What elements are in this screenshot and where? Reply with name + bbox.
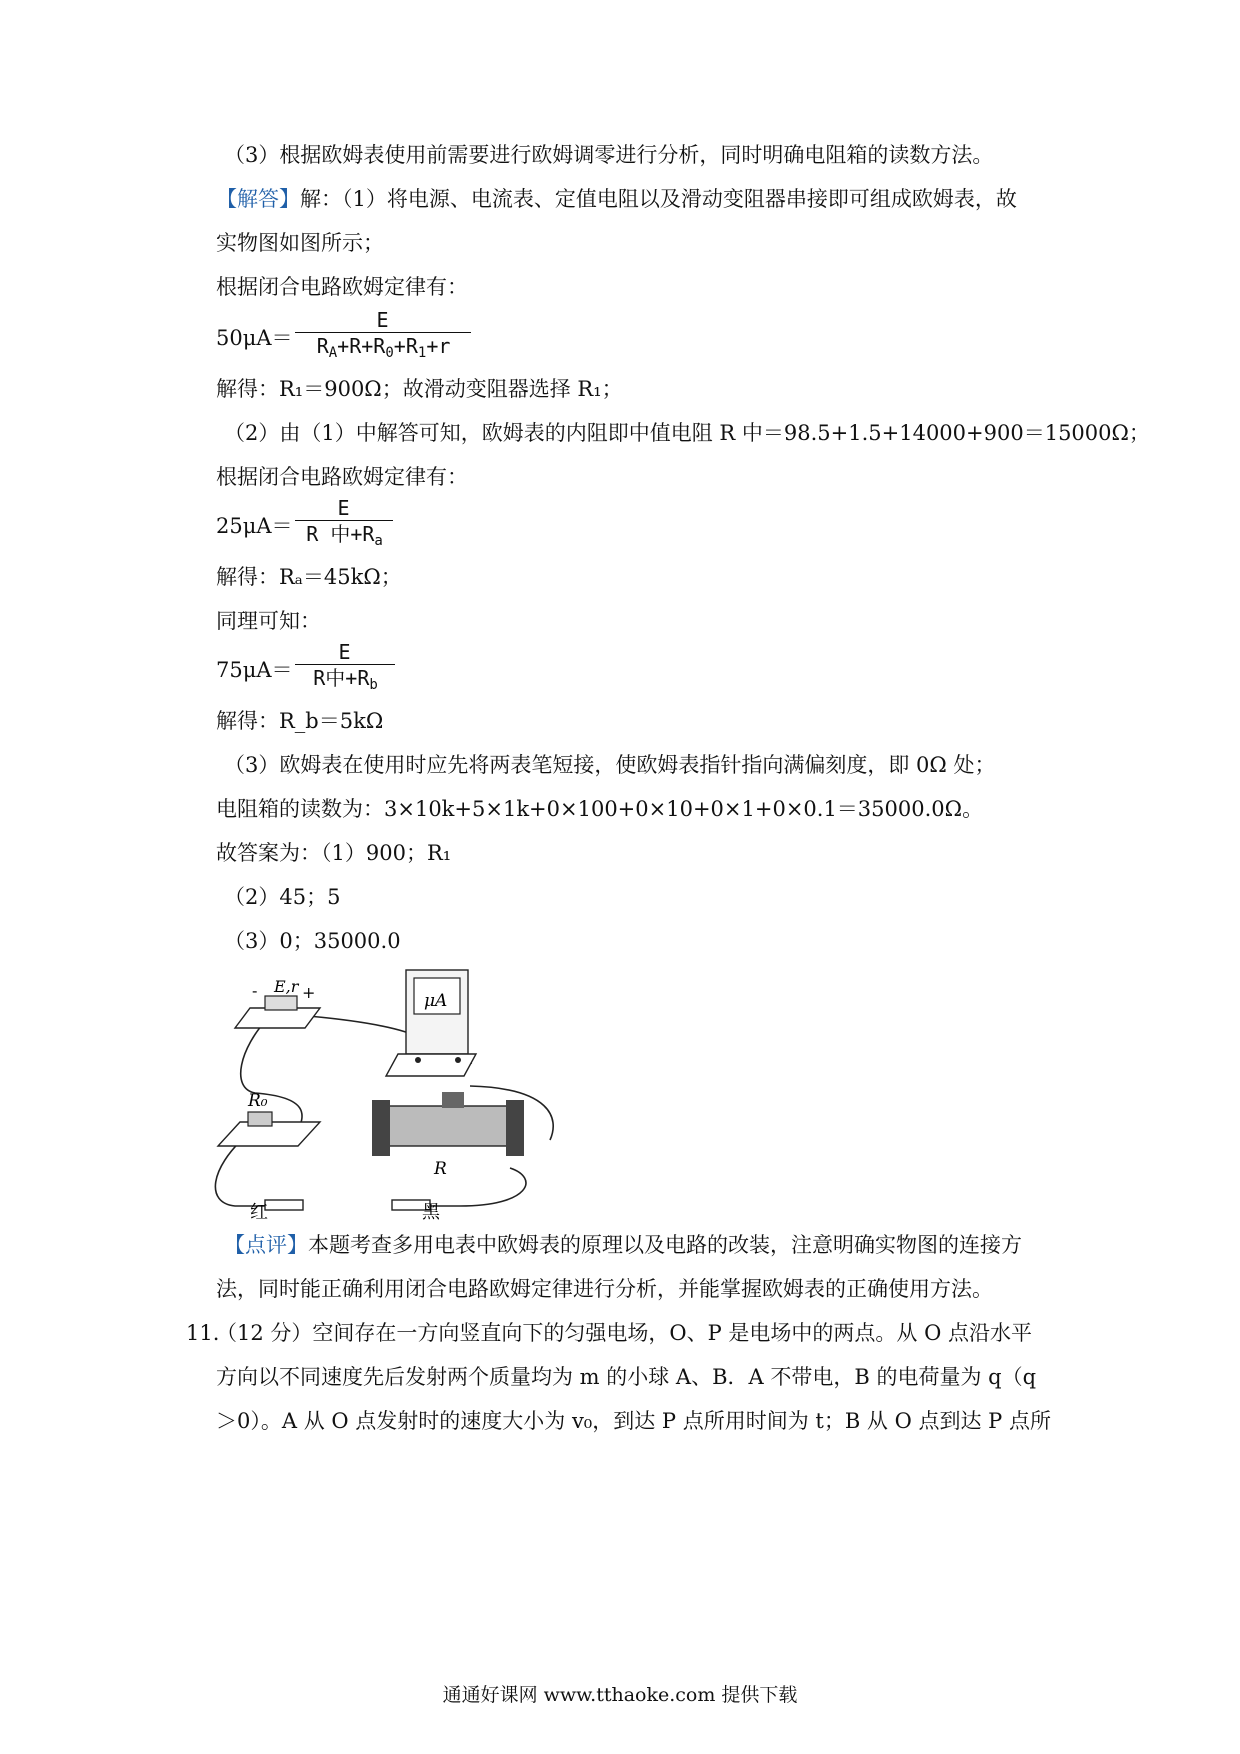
text-line: （2）45；5: [224, 885, 341, 909]
meter-label: μA: [424, 991, 448, 1011]
answer-tag: 【解答】: [216, 187, 300, 211]
r0-coil: [248, 1112, 272, 1126]
text-line: ＞0）。A 从 O 点发射时的速度大小为 v₀，到达 P 点所用时间为 t；B 从 O 点到达 P 点所: [216, 1409, 1051, 1433]
text-line: 法，同时能正确利用闭合电路欧姆定律进行分析，并能掌握欧姆表的正确使用方法。: [216, 1277, 993, 1301]
numerator: E: [337, 496, 350, 520]
equation-lhs: 25μA＝: [216, 514, 293, 538]
equation-lhs: 75μA＝: [216, 658, 293, 682]
text-line: 实物图如图所示；: [216, 231, 384, 255]
numerator: E: [338, 640, 351, 664]
text-line: 电阻箱的读数为：3×10k+5×1k+0×100+0×10+0×1+0×0.1＝35000.0Ω。: [216, 797, 984, 821]
numerator: E: [376, 308, 389, 332]
meter-terminal: [415, 1057, 421, 1063]
text-line: （3）欧姆表在使用时应先将两表笔短接，使欧姆表指针指向满偏刻度，即 0Ω 处；: [224, 753, 996, 777]
text-line: 根据闭合电路欧姆定律有：: [216, 275, 468, 299]
denominator: $R_A+R+R_0+R_1+r$: [316, 334, 451, 361]
text-line: （3）根据欧姆表使用前需要进行欧姆调零进行分析，同时明确电阻箱的读数方法。: [224, 143, 994, 167]
answer-paragraph: [216, 184, 1017, 214]
text-line: （12 分）空间存在一方向竖直向下的匀强电场，O、P 是电场中的两点。从 O 点沿水平: [216, 1321, 1032, 1345]
text-line: 解得：R_b＝5kΩ: [216, 709, 384, 733]
text-line: 同理可知：: [216, 609, 321, 633]
battery-label: E,r: [274, 977, 299, 996]
text-line: 解得：Rₐ＝45kΩ；: [216, 565, 402, 589]
page-footer: 通通好课网 www.tthaoke.com 提供下载: [442, 1684, 798, 1706]
fraction: [295, 496, 393, 554]
red-probe: [265, 1200, 303, 1210]
text-line: 方向以不同速度先后发射两个质量均为 m 的小球 A、B．A 不带电，B 的电荷量为 q（q: [216, 1365, 1037, 1389]
red-probe-label: 红: [250, 1202, 268, 1220]
battery-cell: [265, 996, 297, 1010]
text-line: 故答案为：（1）900；R₁: [216, 841, 452, 865]
battery: [235, 977, 320, 1028]
rheostat-end: [506, 1100, 524, 1156]
equation-lhs: 50μA＝: [216, 326, 293, 350]
battery-minus: -: [252, 981, 258, 1000]
equation-3: [216, 640, 395, 698]
resistor-r0: [218, 1091, 320, 1146]
battery-base: [235, 1008, 320, 1028]
text-line: （2）由（1）中解答可知，欧姆表的内阻即中值电阻 R 中＝98.5+1.5+14000+900＝15000Ω；: [224, 421, 1150, 445]
circuit-figure: [210, 968, 610, 1220]
comment-paragraph: [224, 1230, 1022, 1260]
denominator: R中$+R_b$: [313, 666, 378, 693]
rheostat: [372, 1092, 524, 1179]
microammeter: [386, 970, 476, 1076]
question-number: 11.: [186, 1321, 220, 1345]
denominator: R 中$+R_a$: [306, 522, 383, 549]
battery-plus: +: [302, 983, 316, 1002]
black-probe-label: 黑: [422, 1202, 440, 1220]
comment-tag: 【点评】: [224, 1233, 308, 1257]
meter-terminal: [455, 1057, 461, 1063]
fraction: [295, 308, 471, 366]
meter-base: [386, 1054, 476, 1076]
rheostat-slider: [442, 1092, 464, 1108]
text-line: 解得：R₁＝900Ω；故滑动变阻器选择 R₁；: [216, 377, 623, 401]
text-line: 根据闭合电路欧姆定律有：: [216, 465, 468, 489]
rheostat-label: R: [434, 1159, 447, 1179]
text-line: 解：（1）将电源、电流表、定值电阻以及滑动变阻器串接即可组成欧姆表，故: [300, 187, 1017, 211]
text-line: 本题考查多用电表中欧姆表的原理以及电路的改装，注意明确实物图的连接方: [308, 1233, 1022, 1257]
equation-1: [216, 308, 471, 366]
fraction: [295, 640, 395, 698]
rheostat-coil: [386, 1106, 510, 1146]
text-line: （3）0；35000.0: [224, 929, 401, 953]
r0-label: R₀: [248, 1091, 268, 1111]
equation-2: [216, 496, 393, 554]
rheostat-end: [372, 1100, 390, 1156]
